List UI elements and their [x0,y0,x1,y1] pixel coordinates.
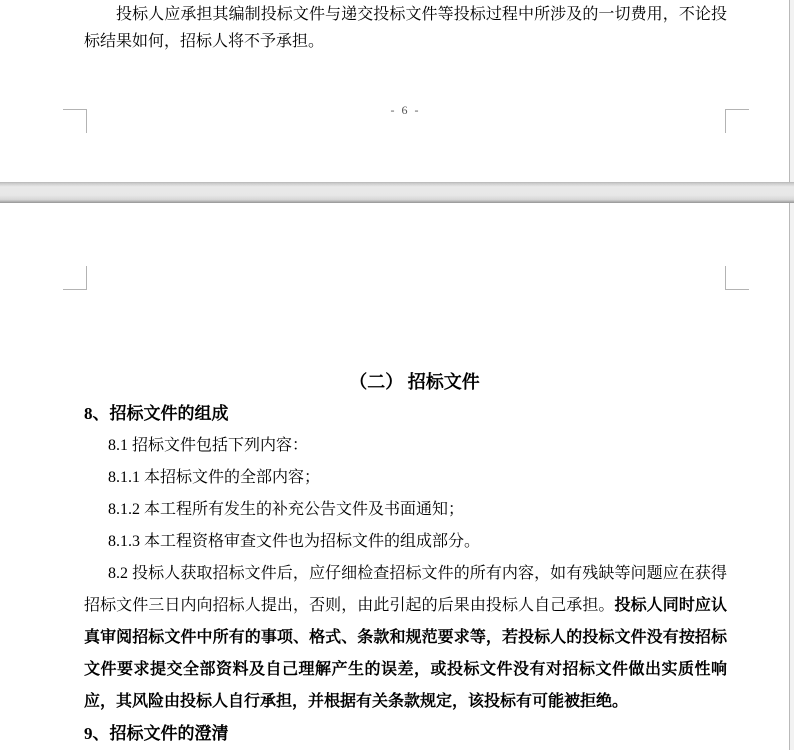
clause-item-8-1-2[interactable]: 8.1.2 本工程所有发生的补充公告文件及书面通知； [108,501,465,518]
clause-8-2-bold-text: 投标人同时应认真审阅招标文件中所有的事项、格式、条款和规范要求等，若投标人的投标文件没有按招标文件要求提交全部资料及自己理解产生的误差，或投标文件没有对招标文件做出实质性响应，其风险由投标人自行承担，并根据有关条款规定，该投标有可能被拒绝。 [84,597,727,710]
clause-heading-8-composition[interactable]: 8、招标文件的组成 [84,404,229,423]
paragraph-bid-costs[interactable]: 投标人应承担其编制投标文件与递交投标文件等投标过程中所涉及的一切费用，不论投标结果如何，招标人将不予承担。 [84,6,727,50]
clause-paragraph-8-2[interactable] [84,558,727,718]
clause-item-8-1-1[interactable]: 8.1.1 本招标文件的全部内容； [108,469,321,486]
clause-item-8-1[interactable]: 8.1 招标文件包括下列内容： [108,437,309,454]
page-number-footer: - 6 - [390,103,421,117]
clause-item-8-1-3[interactable]: 8.1.3 本工程资格审查文件也为招标文件的组成部分。 [108,533,481,550]
margin-mark-top-right-icon [725,266,749,290]
margin-mark-bottom-right-icon [725,109,749,133]
clause-8-2-regular-text: 8.2 投标人获取招标文件后，应仔细检查招标文件的所有内容，如有残缺等问题应在获得招标文件三日内向招标人提出，否则，由此引起的后果由投标人自己承担。 [84,565,727,614]
section-heading-tender-documents[interactable]: （二） 招标文件 [349,372,480,392]
page-7-text-block [84,366,727,750]
margin-mark-top-left-icon [63,266,87,290]
page-break-gap [0,182,794,203]
clause-heading-9-clarification[interactable]: 9、招标文件的澄清 [84,724,229,743]
